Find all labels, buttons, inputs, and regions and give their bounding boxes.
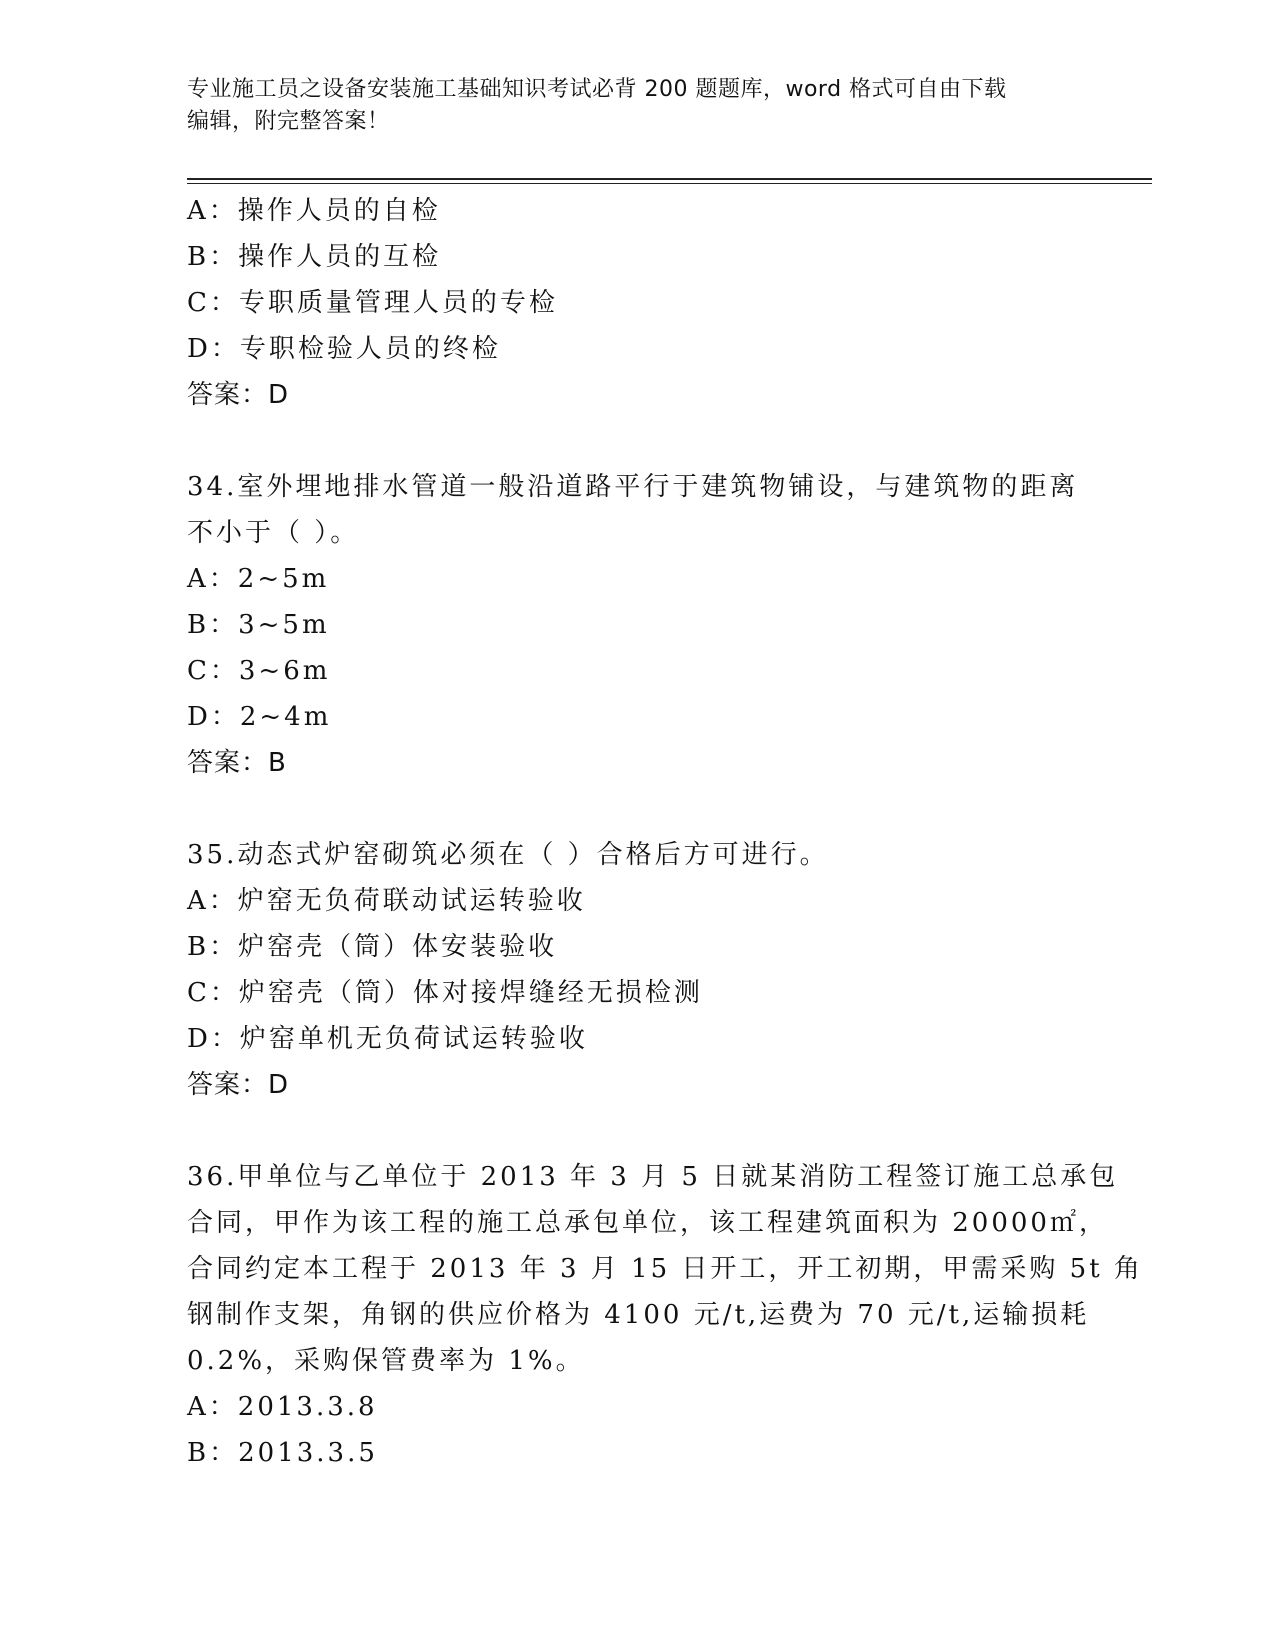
header-title-line-2: 编辑，附完整答案！ (187, 109, 390, 134)
option-c: C：3~6m (187, 656, 331, 686)
question-stem-line-3: 合同约定本工程于 2013 年 3 月 15 日开工，开工初期，甲需采购 5t 角 (187, 1254, 1143, 1284)
option-d: D：专职检验人员的终检 (187, 334, 501, 364)
option-a: A：炉窑无负荷联动试运转验收 (187, 886, 586, 916)
question-stem-line-1: 34.室外埋地排水管道一般沿道路平行于建筑物铺设，与建筑物的距离 (187, 472, 1079, 502)
header-title-line-1: 专业施工员之设备安装施工基础知识考试必背 200 题题库，word 格式可自由下载 (187, 77, 1007, 102)
question-stem-line-5: 0.2%，采购保管费率为 1%。 (187, 1346, 585, 1376)
option-b: B：操作人员的互检 (187, 242, 442, 272)
question-stem: 35.动态式炉窑砌筑必须在（ ）合格后方可进行。 (187, 840, 829, 870)
option-a: A：操作人员的自检 (187, 196, 441, 226)
header-divider-thin (187, 183, 1152, 184)
answer-label: 答案：B (187, 748, 287, 778)
option-b: B：2013.3.5 (187, 1438, 378, 1468)
header-divider-thick (187, 178, 1152, 180)
answer-label: 答案：D (187, 1070, 290, 1100)
question-stem-line-1: 36.甲单位与乙单位于 2013 年 3 月 5 日就某消防工程签订施工总承包 (187, 1162, 1119, 1192)
option-d: D：炉窑单机无负荷试运转验收 (187, 1024, 588, 1054)
question-stem-line-2: 不小于（ ）。 (187, 518, 360, 548)
option-c: C：专职质量管理人员的专检 (187, 288, 558, 318)
option-c: C：炉窑壳（筒）体对接焊缝经无损检测 (187, 978, 703, 1008)
option-d: D：2~4m (187, 702, 332, 732)
question-34 (187, 464, 1079, 786)
option-a: A：2013.3.8 (187, 1392, 378, 1422)
option-b: B：炉窑壳（筒）体安装验收 (187, 932, 558, 962)
option-b: B：3~5m (187, 610, 330, 640)
question-list (187, 188, 1143, 1476)
document-header (187, 74, 1067, 138)
question-35 (187, 832, 1067, 1108)
spacer (187, 418, 1067, 464)
spacer (187, 1108, 1067, 1154)
question-stem-line-4: 钢制作支架，角钢的供应价格为 4100 元/t,运费为 70 元/t,运输损耗 (187, 1300, 1090, 1330)
question-stem-line-2: 合同，甲作为该工程的施工总承包单位，该工程建筑面积为 20000㎡， (187, 1208, 1108, 1238)
answer-label: 答案：D (187, 380, 290, 410)
question-36 (187, 1154, 1143, 1476)
spacer (187, 786, 1067, 832)
question-33-continued (187, 188, 1067, 418)
option-a: A：2~5m (187, 564, 330, 594)
